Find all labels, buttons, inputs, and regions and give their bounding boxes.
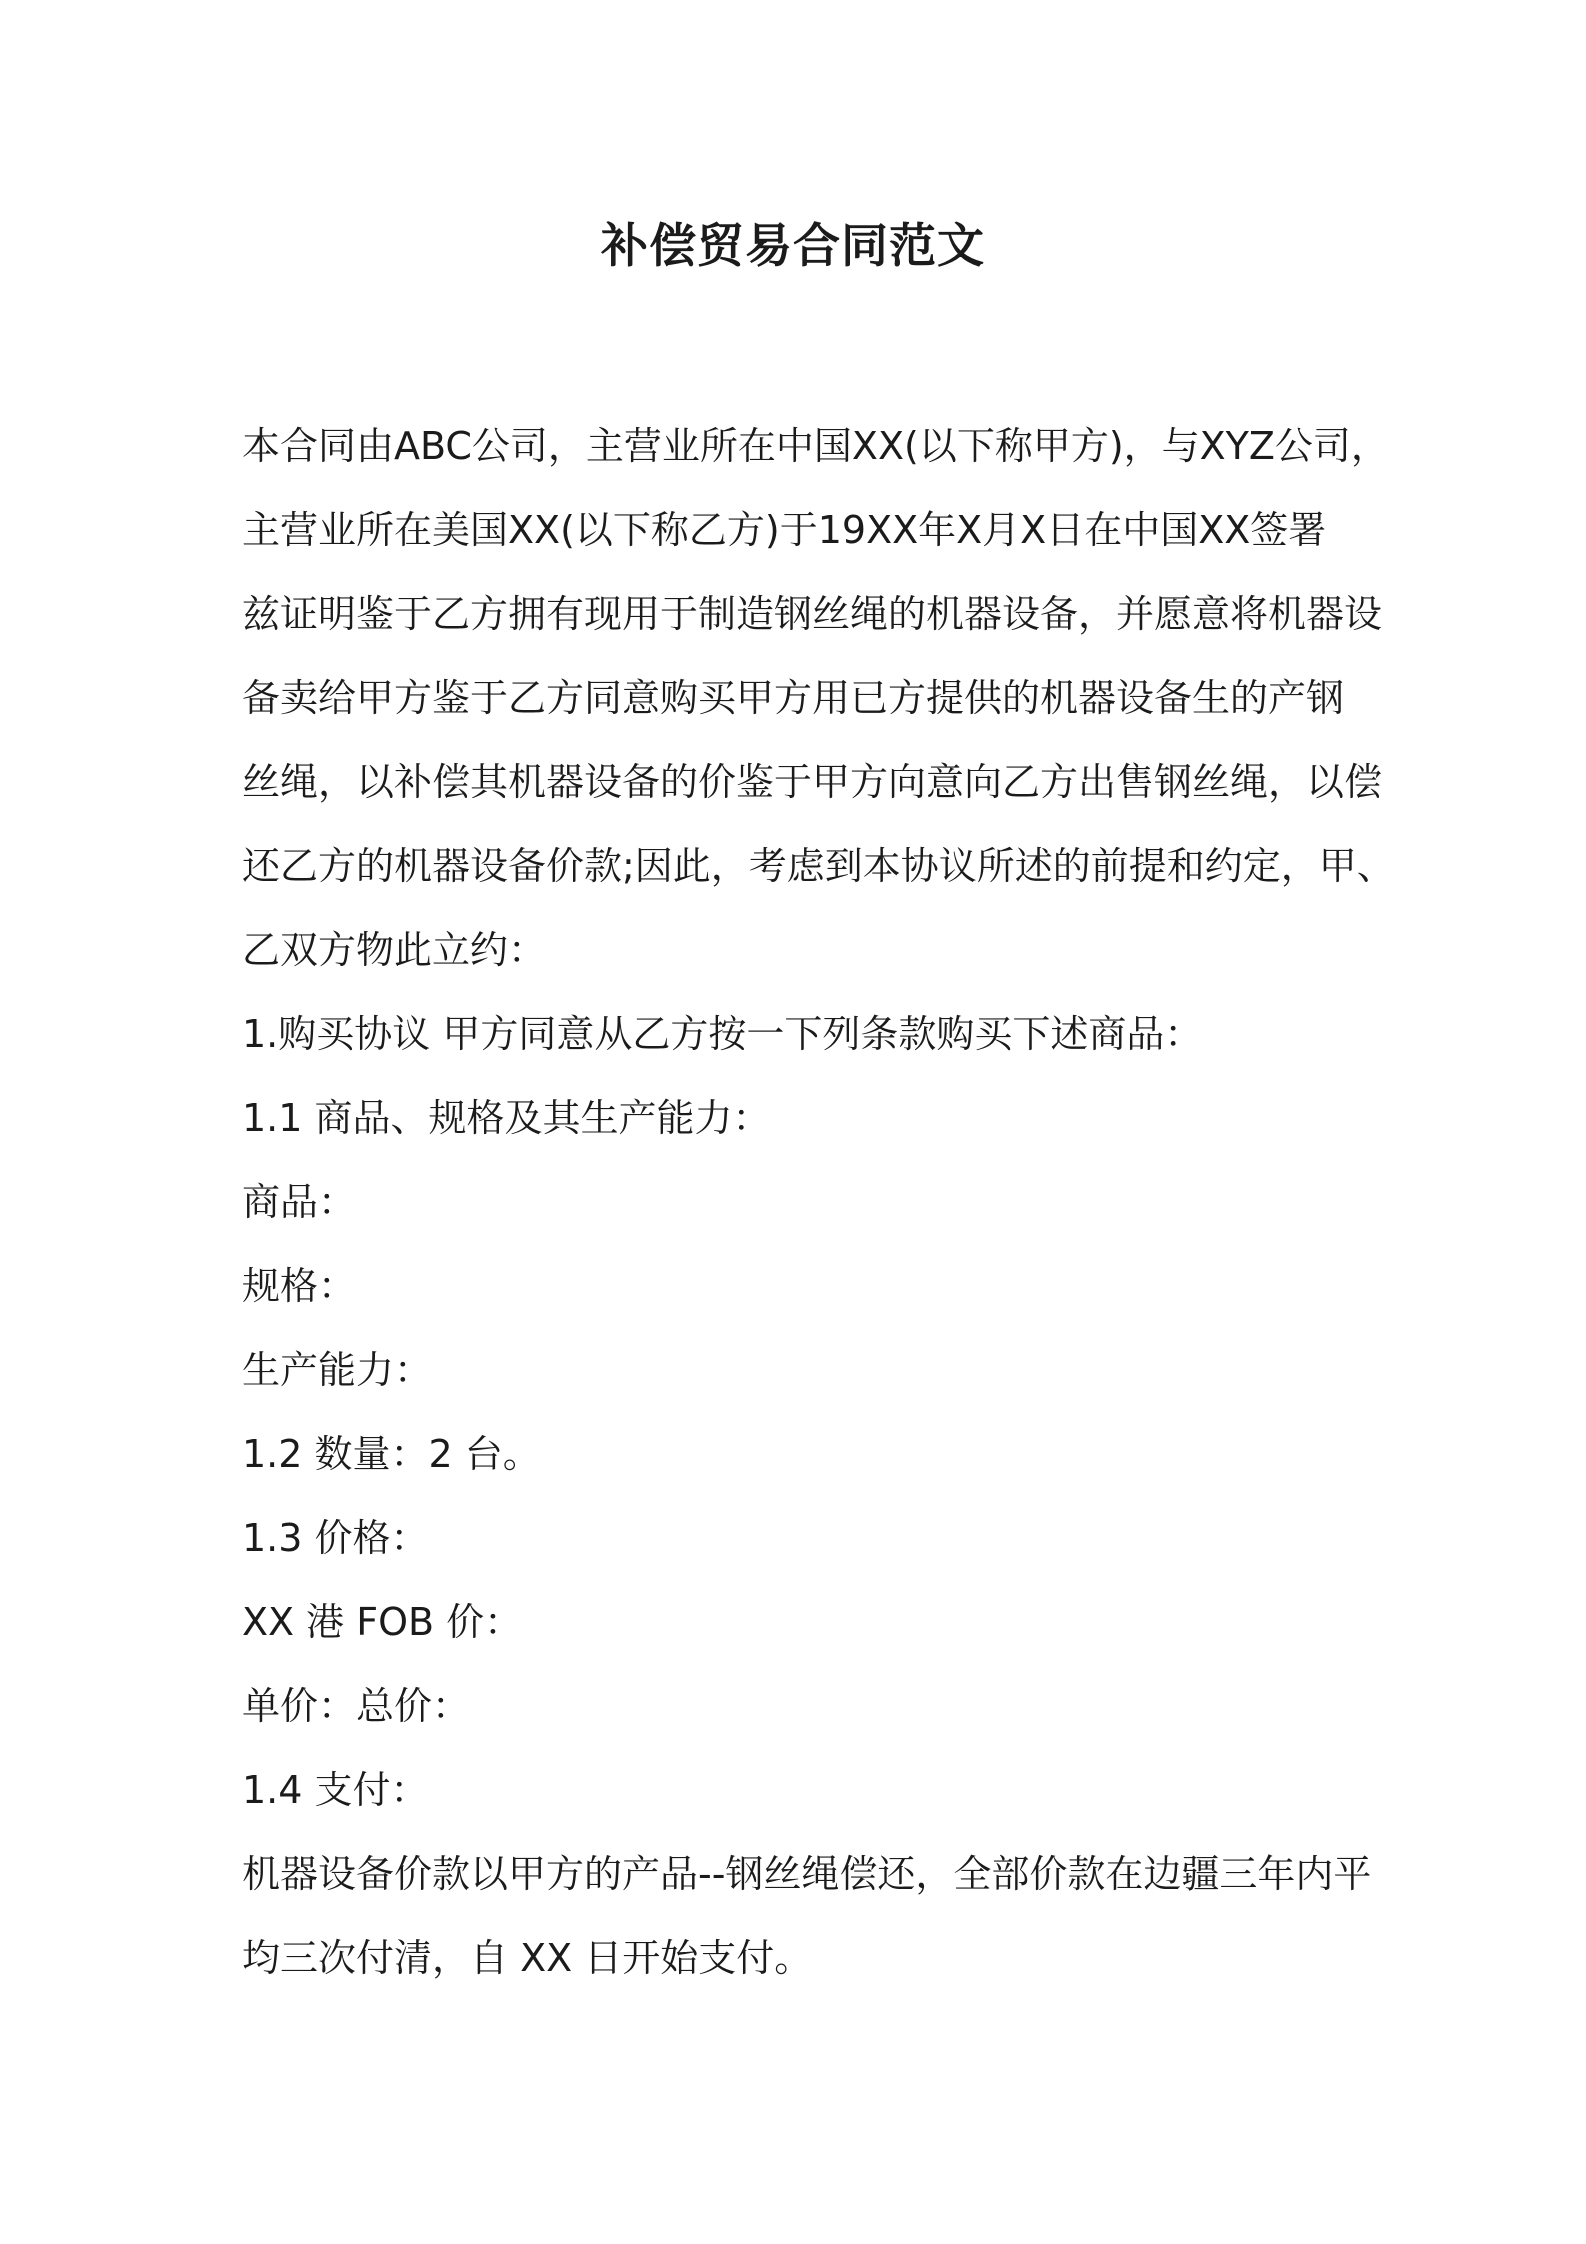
- body-line: 本合同由ABC公司，主营业所在中国XX(以下称甲方)，与XYZ公司，: [242, 424, 1389, 468]
- document-title: 补偿贸易合同范文: [601, 219, 985, 274]
- field-quantity: 1.2 数量：2 台。: [242, 1432, 541, 1476]
- field-goods: 商品：: [242, 1180, 357, 1224]
- section-heading-goods-specs: 1.1 商品、规格及其生产能力：: [242, 1096, 771, 1140]
- body-line: 备卖给甲方鉴于乙方同意购买甲方用已方提供的机器设备生的产钢: [242, 676, 1345, 720]
- body-line: 兹证明鉴于乙方拥有现用于制造钢丝绳的机器设备，并愿意将机器设: [242, 592, 1383, 636]
- field-capacity: 生产能力：: [242, 1348, 433, 1392]
- field-fob-price: XX 港 FOB 价：: [242, 1600, 523, 1644]
- body-line: 乙双方物此立约：: [242, 928, 547, 972]
- body-line: 还乙方的机器设备价款;因此，考虑到本协议所述的前提和约定，甲、: [242, 844, 1395, 888]
- section-heading-payment: 1.4 支付：: [242, 1768, 429, 1812]
- document-body: [242, 404, 1395, 2000]
- field-specification: 规格：: [242, 1264, 357, 1308]
- section-heading-purchase-agreement: 1.购买协议 甲方同意从乙方按一下列条款购买下述商品：: [242, 1012, 1203, 1056]
- body-line: 均三次付清，自 XX 日开始支付。: [242, 1936, 813, 1980]
- section-heading-price: 1.3 价格：: [242, 1516, 429, 1560]
- body-line: 丝绳，以补偿其机器设备的价鉴于甲方向意向乙方出售钢丝绳，以偿: [242, 760, 1383, 804]
- body-line: 机器设备价款以甲方的产品--钢丝绳偿还，全部价款在边疆三年内平: [242, 1852, 1372, 1896]
- body-line: 主营业所在美国XX(以下称乙方)于19XX年X月X日在中国XX签署: [242, 508, 1327, 552]
- field-unit-total-price: 单价：总价：: [242, 1684, 471, 1728]
